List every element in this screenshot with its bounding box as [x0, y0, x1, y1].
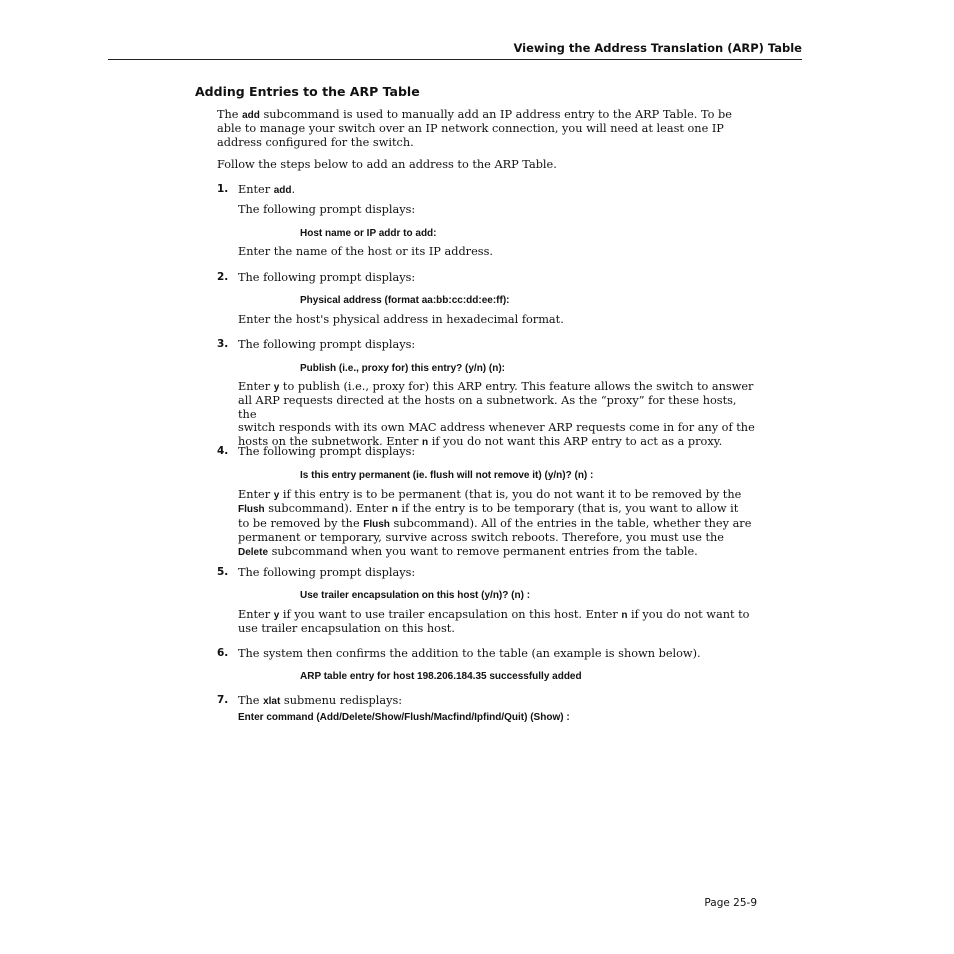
step-text: The following prompt displays:	[238, 271, 416, 284]
step-text: The following prompt displays:	[238, 566, 416, 579]
running-header: Viewing the Address Translation (ARP) Table	[513, 41, 802, 55]
step-number: 1.	[217, 183, 229, 195]
step-text: Enter the host's physical address in hexadecimal format.	[238, 313, 564, 326]
section-heading: Adding Entries to the ARP Table	[195, 84, 420, 99]
step-text: The following prompt displays:	[238, 445, 416, 458]
page-number: Page 25-9	[704, 897, 757, 909]
step-number: 6.	[217, 647, 229, 659]
prompt-text: Is this entry permanent (ie. flush will not remove it) (y/n)? (n) :	[300, 470, 594, 481]
step-text: The system then confirms the addition to the table (an example is shown below).	[238, 647, 701, 660]
prompt-text: Host name or IP addr to add:	[300, 228, 437, 239]
add-command: add	[242, 110, 260, 121]
step-text: The following prompt displays:	[238, 338, 416, 351]
prompt-text: Physical address (format aa:bb:cc:dd:ee:ff):	[300, 295, 510, 306]
intro-paragraph-2: Follow the steps below to add an address to the ARP Table.	[217, 158, 557, 171]
step-text: Enter the name of the host or its IP address.	[238, 245, 493, 258]
prompt-text: Use trailer encapsulation on this host (y/n)? (n) :	[300, 590, 531, 601]
step-number: 5.	[217, 566, 229, 578]
step-paragraph: Enter y if this entry is to be permanent (that is, you do not want it to be removed by the Flush subcommand). Enter n if the entry is to be temporary (that is, you want to allow it to be removed by the Flush subcommand). All of the entries in the table, whether they are permanent or temporary, survive across switch reboots. Therefore, you must use the Delete subcommand when you want to remove permanent entries from the table.	[238, 488, 752, 558]
intro-paragraph: The add subcommand is used to manually add an IP address entry to the ARP Table. To be able to manage your switch over an IP network connection, you will need at least one IP address configured for the switch.	[217, 108, 732, 149]
step-number: 2.	[217, 271, 229, 283]
prompt-text: ARP table entry for host 198.206.184.35 successfully added	[300, 671, 582, 682]
prompt-text: Publish (i.e., proxy for) this entry? (y/n) (n):	[300, 363, 506, 374]
header-rule	[108, 59, 802, 60]
step-number: 4.	[217, 445, 229, 457]
step-number: 7.	[217, 694, 229, 706]
step-text: Enter add.	[238, 183, 296, 196]
step-text: The following prompt displays:	[238, 203, 416, 216]
step-paragraph: Enter y if you want to use trailer encapsulation on this host. Enter n if you do not want to use trailer encapsulation on this host.	[238, 608, 750, 636]
prompt-text: Enter command (Add/Delete/Show/Flush/Macfind/Ipfind/Quit) (Show) :	[238, 712, 570, 723]
step-number: 3.	[217, 338, 229, 350]
step-paragraph: Enter y to publish (i.e., proxy for) this ARP entry. This feature allows the switch to answer all ARP requests directed at the hosts on a subnetwork. As the “proxy” for these hosts, the switch responds with its own MAC address whenever ARP requests come in for any of the hosts on the subnetwork. Enter n if you do not want this ARP entry to act as a proxy.	[238, 380, 755, 448]
step-text: The xlat submenu redisplays:	[238, 694, 403, 707]
